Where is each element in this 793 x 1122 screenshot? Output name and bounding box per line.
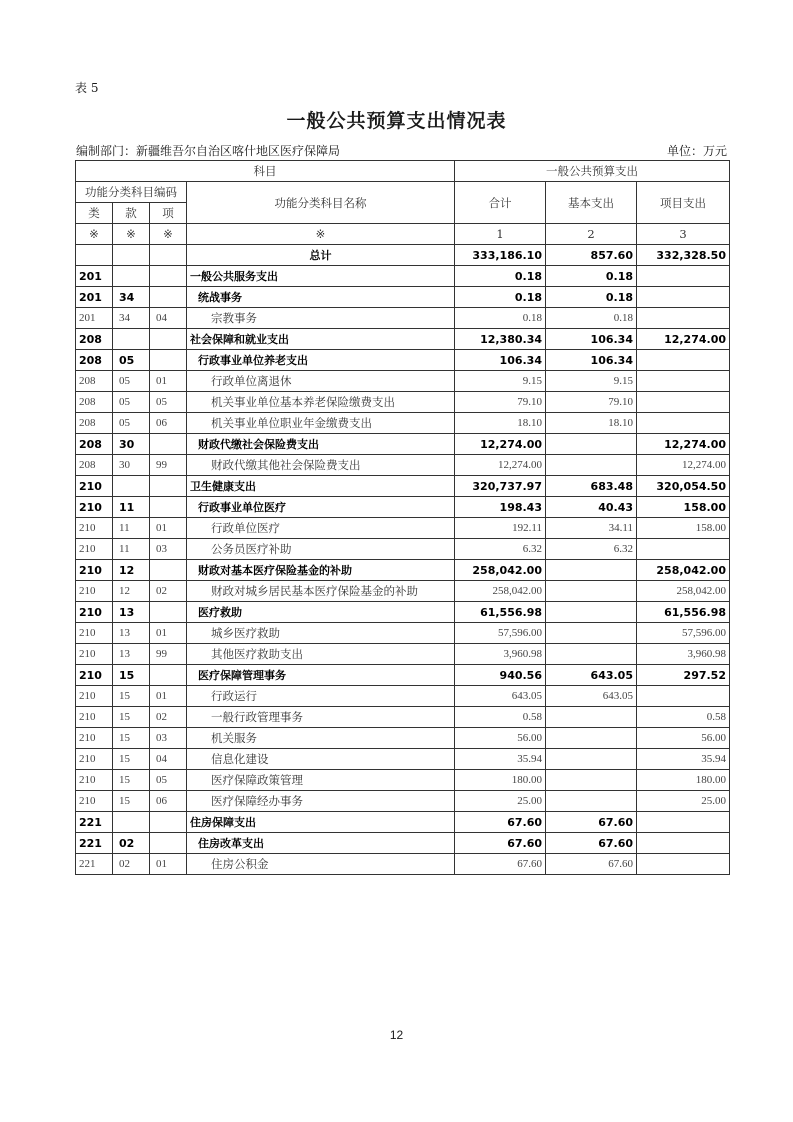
table-row bbox=[76, 434, 730, 455]
amount-total: 0.58 bbox=[455, 707, 546, 728]
amount-total: 12,274.00 bbox=[455, 434, 546, 455]
subject-name: 行政单位离退休 bbox=[187, 371, 455, 392]
code-lei: 201 bbox=[76, 266, 113, 287]
amount-project: 180.00 bbox=[637, 770, 730, 791]
subject-name: 社会保障和就业支出 bbox=[187, 329, 455, 350]
code-kuan bbox=[113, 329, 150, 350]
table-row bbox=[76, 665, 730, 686]
subject-name: 行政事业单位养老支出 bbox=[187, 350, 455, 371]
code-kuan: 11 bbox=[113, 497, 150, 518]
amount-basic: 9.15 bbox=[546, 371, 637, 392]
table-row bbox=[76, 581, 730, 602]
amount-basic: 0.18 bbox=[546, 308, 637, 329]
amount-total: 18.10 bbox=[455, 413, 546, 434]
amount-project: 320,054.50 bbox=[637, 476, 730, 497]
code-lei: 210 bbox=[76, 602, 113, 623]
code-lei: 210 bbox=[76, 497, 113, 518]
code-kuan: 12 bbox=[113, 581, 150, 602]
budget-table bbox=[75, 160, 730, 875]
subject-name: 其他医疗救助支出 bbox=[187, 644, 455, 665]
amount-project: 61,556.98 bbox=[637, 602, 730, 623]
header-col-2: 2 bbox=[546, 224, 637, 245]
code-xiang: 03 bbox=[150, 539, 187, 560]
amount-basic: 643.05 bbox=[546, 665, 637, 686]
amount-project bbox=[637, 854, 730, 875]
code-xiang: 01 bbox=[150, 686, 187, 707]
code-xiang: 06 bbox=[150, 791, 187, 812]
amount-basic bbox=[546, 434, 637, 455]
code-lei: 201 bbox=[76, 308, 113, 329]
table-row bbox=[76, 455, 730, 476]
table-row bbox=[76, 287, 730, 308]
code-lei: 210 bbox=[76, 791, 113, 812]
code-kuan: 15 bbox=[113, 665, 150, 686]
subject-name: 住房公积金 bbox=[187, 854, 455, 875]
amount-total: 6.32 bbox=[455, 539, 546, 560]
table-row bbox=[76, 602, 730, 623]
amount-total: 67.60 bbox=[455, 833, 546, 854]
page-title: 一般公共预算支出情况表 bbox=[286, 110, 507, 132]
header-mark: ※ bbox=[76, 224, 113, 245]
code-lei: 208 bbox=[76, 413, 113, 434]
table-body bbox=[76, 245, 730, 875]
code-kuan: 15 bbox=[113, 728, 150, 749]
code-kuan: 15 bbox=[113, 707, 150, 728]
subject-name: 行政事业单位医疗 bbox=[187, 497, 455, 518]
subject-name: 一般行政管理事务 bbox=[187, 707, 455, 728]
header-project: 项目支出 bbox=[637, 182, 730, 224]
amount-basic bbox=[546, 770, 637, 791]
code-xiang bbox=[150, 497, 187, 518]
table-number-label: 表 5 bbox=[75, 81, 99, 95]
amount-project bbox=[637, 413, 730, 434]
amount-project: 0.58 bbox=[637, 707, 730, 728]
table-row bbox=[76, 728, 730, 749]
amount-basic bbox=[546, 749, 637, 770]
header-xiang: 项 bbox=[150, 203, 187, 224]
subject-name: 一般公共服务支出 bbox=[187, 266, 455, 287]
amount-basic: 34.11 bbox=[546, 518, 637, 539]
total-project: 332,328.50 bbox=[637, 245, 730, 266]
table-row bbox=[76, 623, 730, 644]
code-lei: 210 bbox=[76, 476, 113, 497]
header-mark: ※ bbox=[187, 224, 455, 245]
amount-project bbox=[637, 350, 730, 371]
amount-project: 12,274.00 bbox=[637, 329, 730, 350]
amount-total: 79.10 bbox=[455, 392, 546, 413]
amount-project: 12,274.00 bbox=[637, 455, 730, 476]
subject-name: 医疗保障管理事务 bbox=[187, 665, 455, 686]
subject-name: 机关事业单位基本养老保险缴费支出 bbox=[187, 392, 455, 413]
amount-project: 258,042.00 bbox=[637, 560, 730, 581]
code-kuan: 05 bbox=[113, 371, 150, 392]
amount-total: 180.00 bbox=[455, 770, 546, 791]
code-xiang bbox=[150, 329, 187, 350]
amount-basic: 40.43 bbox=[546, 497, 637, 518]
header-col-1: 1 bbox=[455, 224, 546, 245]
header-col-3: 3 bbox=[637, 224, 730, 245]
table-row bbox=[76, 791, 730, 812]
amount-total: 0.18 bbox=[455, 266, 546, 287]
code-xiang: 01 bbox=[150, 371, 187, 392]
code-kuan: 34 bbox=[113, 287, 150, 308]
code-kuan: 05 bbox=[113, 392, 150, 413]
amount-total: 57,596.00 bbox=[455, 623, 546, 644]
table-row bbox=[76, 770, 730, 791]
amount-project bbox=[637, 308, 730, 329]
amount-project bbox=[637, 371, 730, 392]
amount-basic: 18.10 bbox=[546, 413, 637, 434]
amount-total: 192.11 bbox=[455, 518, 546, 539]
total-sum: 333,186.10 bbox=[455, 245, 546, 266]
amount-total: 0.18 bbox=[455, 308, 546, 329]
amount-total: 12,274.00 bbox=[455, 455, 546, 476]
header-total: 合计 bbox=[455, 182, 546, 224]
code-xiang: 03 bbox=[150, 728, 187, 749]
table-row bbox=[76, 371, 730, 392]
amount-total: 106.34 bbox=[455, 350, 546, 371]
amount-basic: 0.18 bbox=[546, 287, 637, 308]
table-row bbox=[76, 392, 730, 413]
code-xiang: 05 bbox=[150, 392, 187, 413]
table-row bbox=[76, 413, 730, 434]
table-row bbox=[76, 644, 730, 665]
code-kuan: 13 bbox=[113, 602, 150, 623]
code-xiang bbox=[150, 287, 187, 308]
code-kuan: 15 bbox=[113, 749, 150, 770]
amount-basic: 106.34 bbox=[546, 350, 637, 371]
code-lei: 221 bbox=[76, 854, 113, 875]
amount-project: 35.94 bbox=[637, 749, 730, 770]
code-xiang bbox=[150, 434, 187, 455]
subject-name: 住房改革支出 bbox=[187, 833, 455, 854]
code-kuan: 13 bbox=[113, 644, 150, 665]
amount-total: 67.60 bbox=[455, 854, 546, 875]
amount-basic bbox=[546, 581, 637, 602]
header-row-1 bbox=[76, 161, 730, 182]
subject-name: 行政单位医疗 bbox=[187, 518, 455, 539]
amount-basic bbox=[546, 644, 637, 665]
code-kuan: 05 bbox=[113, 413, 150, 434]
code-lei: 210 bbox=[76, 518, 113, 539]
code-kuan bbox=[113, 812, 150, 833]
amount-basic bbox=[546, 560, 637, 581]
amount-basic: 0.18 bbox=[546, 266, 637, 287]
amount-total: 61,556.98 bbox=[455, 602, 546, 623]
code-xiang bbox=[150, 812, 187, 833]
code-kuan: 12 bbox=[113, 560, 150, 581]
code-kuan: 15 bbox=[113, 791, 150, 812]
code-lei: 208 bbox=[76, 392, 113, 413]
amount-project bbox=[637, 287, 730, 308]
code-lei: 208 bbox=[76, 329, 113, 350]
amount-project: 258,042.00 bbox=[637, 581, 730, 602]
code-xiang: 99 bbox=[150, 644, 187, 665]
amount-total: 9.15 bbox=[455, 371, 546, 392]
amount-project bbox=[637, 266, 730, 287]
code-kuan bbox=[113, 476, 150, 497]
table-row bbox=[76, 518, 730, 539]
amount-total: 35.94 bbox=[455, 749, 546, 770]
header-subject: 科目 bbox=[76, 161, 455, 182]
code-xiang: 01 bbox=[150, 518, 187, 539]
amount-project bbox=[637, 539, 730, 560]
amount-project bbox=[637, 686, 730, 707]
code-xiang bbox=[150, 833, 187, 854]
amount-project: 3,960.98 bbox=[637, 644, 730, 665]
amount-project bbox=[637, 833, 730, 854]
code-kuan: 34 bbox=[113, 308, 150, 329]
amount-basic bbox=[546, 623, 637, 644]
amount-total: 258,042.00 bbox=[455, 581, 546, 602]
amount-total: 67.60 bbox=[455, 812, 546, 833]
page-number: 12 bbox=[389, 1028, 404, 1042]
code-lei: 210 bbox=[76, 665, 113, 686]
amount-project: 57,596.00 bbox=[637, 623, 730, 644]
amount-total: 25.00 bbox=[455, 791, 546, 812]
table-row bbox=[76, 497, 730, 518]
code-lei: 210 bbox=[76, 707, 113, 728]
table-row bbox=[76, 329, 730, 350]
code-xiang: 04 bbox=[150, 308, 187, 329]
code-kuan bbox=[113, 266, 150, 287]
code-xiang: 04 bbox=[150, 749, 187, 770]
subject-name: 财政对基本医疗保险基金的补助 bbox=[187, 560, 455, 581]
code-xiang bbox=[150, 350, 187, 371]
table-row bbox=[76, 833, 730, 854]
subject-name: 信息化建设 bbox=[187, 749, 455, 770]
code-lei: 208 bbox=[76, 350, 113, 371]
code-lei: 210 bbox=[76, 749, 113, 770]
amount-total: 198.43 bbox=[455, 497, 546, 518]
amount-basic: 67.60 bbox=[546, 812, 637, 833]
amount-basic: 683.48 bbox=[546, 476, 637, 497]
table-row bbox=[76, 266, 730, 287]
code-xiang bbox=[150, 665, 187, 686]
amount-total: 258,042.00 bbox=[455, 560, 546, 581]
code-kuan: 11 bbox=[113, 518, 150, 539]
unit-label: 单位：万元 bbox=[666, 144, 727, 158]
table-row bbox=[76, 749, 730, 770]
header-code-group: 功能分类科目编码 bbox=[76, 182, 187, 203]
code-lei: 208 bbox=[76, 455, 113, 476]
total-label: 总计 bbox=[187, 245, 455, 266]
amount-basic: 67.60 bbox=[546, 833, 637, 854]
code-xiang bbox=[150, 266, 187, 287]
amount-project bbox=[637, 392, 730, 413]
subject-name: 机关事业单位职业年金缴费支出 bbox=[187, 413, 455, 434]
subject-name: 住房保障支出 bbox=[187, 812, 455, 833]
code-lei: 208 bbox=[76, 371, 113, 392]
subject-name: 医疗保障经办事务 bbox=[187, 791, 455, 812]
amount-project: 158.00 bbox=[637, 497, 730, 518]
table-row bbox=[76, 854, 730, 875]
code-kuan: 02 bbox=[113, 833, 150, 854]
code-lei: 210 bbox=[76, 539, 113, 560]
subject-name: 财政代缴社会保险费支出 bbox=[187, 434, 455, 455]
amount-basic: 643.05 bbox=[546, 686, 637, 707]
code-lei: 210 bbox=[76, 728, 113, 749]
code-lei: 210 bbox=[76, 623, 113, 644]
code-xiang: 99 bbox=[150, 455, 187, 476]
subject-name: 医疗救助 bbox=[187, 602, 455, 623]
code-kuan: 15 bbox=[113, 686, 150, 707]
amount-total: 643.05 bbox=[455, 686, 546, 707]
code-kuan: 13 bbox=[113, 623, 150, 644]
header-budget-group: 一般公共预算支出 bbox=[455, 161, 730, 182]
subject-name: 公务员医疗补助 bbox=[187, 539, 455, 560]
table-row bbox=[76, 707, 730, 728]
subject-name: 机关服务 bbox=[187, 728, 455, 749]
amount-total: 12,380.34 bbox=[455, 329, 546, 350]
code-kuan: 15 bbox=[113, 770, 150, 791]
header-basic: 基本支出 bbox=[546, 182, 637, 224]
code-kuan: 30 bbox=[113, 434, 150, 455]
code-kuan: 11 bbox=[113, 539, 150, 560]
table-row bbox=[76, 350, 730, 371]
code-lei: 221 bbox=[76, 833, 113, 854]
code-lei: 210 bbox=[76, 581, 113, 602]
amount-basic bbox=[546, 707, 637, 728]
amount-project: 12,274.00 bbox=[637, 434, 730, 455]
amount-basic: 79.10 bbox=[546, 392, 637, 413]
code-kuan: 30 bbox=[113, 455, 150, 476]
code-kuan: 05 bbox=[113, 350, 150, 371]
subject-name: 宗教事务 bbox=[187, 308, 455, 329]
header-mark: ※ bbox=[113, 224, 150, 245]
code-xiang: 05 bbox=[150, 770, 187, 791]
table-row bbox=[76, 476, 730, 497]
header-kuan: 款 bbox=[113, 203, 150, 224]
total-basic: 857.60 bbox=[546, 245, 637, 266]
code-lei: 208 bbox=[76, 434, 113, 455]
header-row-4 bbox=[76, 224, 730, 245]
amount-total: 320,737.97 bbox=[455, 476, 546, 497]
code-kuan: 02 bbox=[113, 854, 150, 875]
code-lei: 221 bbox=[76, 812, 113, 833]
subject-name: 医疗保障政策管理 bbox=[187, 770, 455, 791]
amount-total: 0.18 bbox=[455, 287, 546, 308]
subject-name: 卫生健康支出 bbox=[187, 476, 455, 497]
code-xiang: 02 bbox=[150, 581, 187, 602]
subject-name: 行政运行 bbox=[187, 686, 455, 707]
amount-basic: 106.34 bbox=[546, 329, 637, 350]
code-lei: 210 bbox=[76, 560, 113, 581]
code-lei: 201 bbox=[76, 287, 113, 308]
code-xiang: 02 bbox=[150, 707, 187, 728]
code-xiang: 01 bbox=[150, 623, 187, 644]
code-xiang: 01 bbox=[150, 854, 187, 875]
table-row bbox=[76, 812, 730, 833]
total-row bbox=[76, 245, 730, 266]
header-lei: 类 bbox=[76, 203, 113, 224]
amount-total: 940.56 bbox=[455, 665, 546, 686]
subject-name: 统战事务 bbox=[187, 287, 455, 308]
subject-name: 财政代缴其他社会保险费支出 bbox=[187, 455, 455, 476]
amount-project: 56.00 bbox=[637, 728, 730, 749]
amount-basic: 6.32 bbox=[546, 539, 637, 560]
header-name: 功能分类科目名称 bbox=[187, 182, 455, 224]
amount-project: 25.00 bbox=[637, 791, 730, 812]
department-label: 编制部门：新疆维吾尔自治区喀什地区医疗保障局 bbox=[76, 144, 341, 158]
subject-name: 城乡医疗救助 bbox=[187, 623, 455, 644]
code-xiang: 06 bbox=[150, 413, 187, 434]
code-lei: 210 bbox=[76, 644, 113, 665]
header-mark: ※ bbox=[150, 224, 187, 245]
amount-total: 56.00 bbox=[455, 728, 546, 749]
header-row-2 bbox=[76, 182, 730, 203]
subject-name: 财政对城乡居民基本医疗保险基金的补助 bbox=[187, 581, 455, 602]
amount-project: 158.00 bbox=[637, 518, 730, 539]
amount-basic bbox=[546, 455, 637, 476]
amount-basic bbox=[546, 728, 637, 749]
table-row bbox=[76, 686, 730, 707]
amount-project: 297.52 bbox=[637, 665, 730, 686]
code-lei: 210 bbox=[76, 686, 113, 707]
table-row bbox=[76, 308, 730, 329]
table-row bbox=[76, 539, 730, 560]
amount-basic: 67.60 bbox=[546, 854, 637, 875]
code-xiang bbox=[150, 476, 187, 497]
amount-basic bbox=[546, 602, 637, 623]
code-xiang bbox=[150, 602, 187, 623]
amount-total: 3,960.98 bbox=[455, 644, 546, 665]
code-lei: 210 bbox=[76, 770, 113, 791]
code-xiang bbox=[150, 560, 187, 581]
amount-project bbox=[637, 812, 730, 833]
amount-basic bbox=[546, 791, 637, 812]
table-row bbox=[76, 560, 730, 581]
